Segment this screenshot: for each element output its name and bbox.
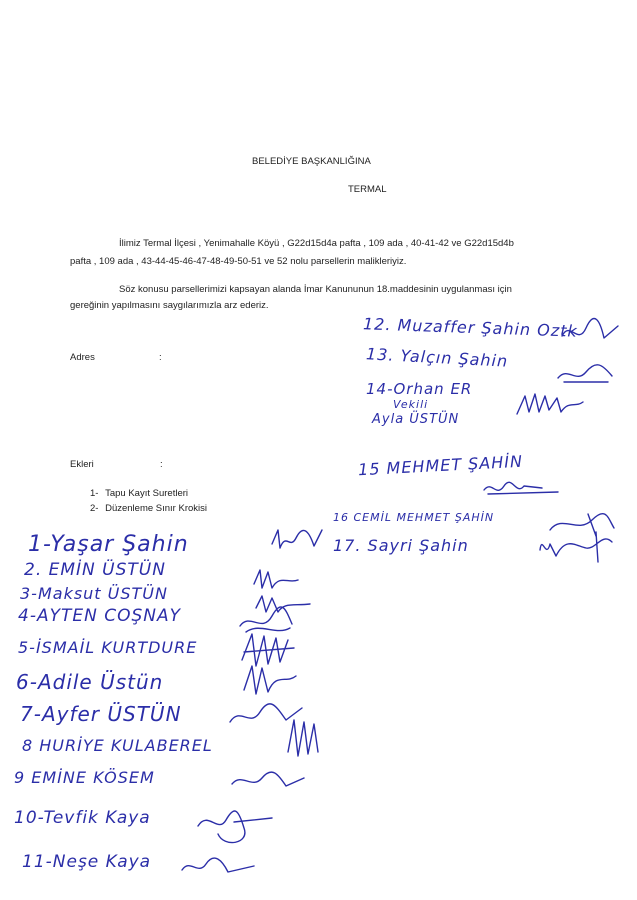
signature-14 [515,390,585,420]
attachment-text: Tapu Kayıt Suretleri [105,488,188,499]
signatory-14-proxy-label: Vekili [393,398,429,411]
signatory-5: 5-İSMAİL KURTDURE [18,638,198,657]
signatory-11: 11-Neşe Kaya [22,852,152,872]
attachment-number: 1- [90,488,99,499]
signatory-15: 15 MEHMET ŞAHİN [357,451,524,480]
signatory-14: 14-Orhan ER [366,380,473,398]
signature-15 [482,478,562,500]
signatory-17: 17. Sayri Şahin [333,536,469,555]
signatory-9: 9 EMİNE KÖSEM [14,768,155,787]
paragraph1-line1: İlimiz Termal İlçesi , Yenimahalle Köyü , G22d15d4a pafta , 109 ada , 40-41-42 ve G22d15d4b [119,238,514,249]
signature-13 [556,358,616,388]
address-colon: : [159,352,162,363]
signatory-12: 12. Muzaffer Şahin Oztk [362,314,579,341]
signatory-8: 8 HURİYE KULABEREL [22,736,213,755]
attachments-label: Ekleri [70,459,94,470]
signatory-7: 7-Ayfer ÜSTÜN [20,702,182,726]
address-label: Adres [70,352,95,363]
signature-12 [560,318,620,348]
signatory-13: 13. Yalçın Şahin [365,344,509,371]
paragraph2-line1: Söz konusu parsellerimizi kapsayan alanda İmar Kanununun 18.maddesinin uygulanması için [119,284,512,295]
paragraph1-line2: pafta , 109 ada , 43-44-45-46-47-48-49-50-51 ve 52 nolu parsellerin malikleriyiz. [70,256,407,267]
attachment-1 [90,488,188,499]
attachment-number: 2- [90,503,99,514]
attachment-2 [90,503,207,514]
signatory-16: 16 CEMİL MEHMET ŞAHİN [333,511,495,524]
signature-8 [284,716,324,760]
signature-1 [268,524,328,564]
signature-11 [178,852,258,882]
signatory-6: 6-Adile Üstün [16,670,164,694]
signatory-3: 3-Maksut ÜSTÜN [20,584,168,603]
signatory-1: 1-Yaşar Şahin [28,532,189,557]
signature-17 [536,526,616,566]
attachments-colon: : [160,459,163,470]
signatory-14-proxy-name: Ayla ÜSTÜN [372,412,460,427]
paragraph2-line2: gereğinin yapılmasını saygılarımızla arz ederiz. [70,300,269,311]
signatory-4: 4-AYTEN COŞNAY [18,606,181,626]
signature-10 [194,804,274,850]
signature-6 [240,662,300,702]
signature-9 [228,768,308,796]
addressee: BELEDİYE BAŞKANLIĞINA [252,156,371,167]
attachment-text: Düzenleme Sınır Krokisi [105,503,207,514]
city: TERMAL [348,184,387,195]
signatory-2: 2. EMİN ÜSTÜN [24,560,166,580]
signatory-10: 10-Tevfik Kaya [14,808,151,828]
